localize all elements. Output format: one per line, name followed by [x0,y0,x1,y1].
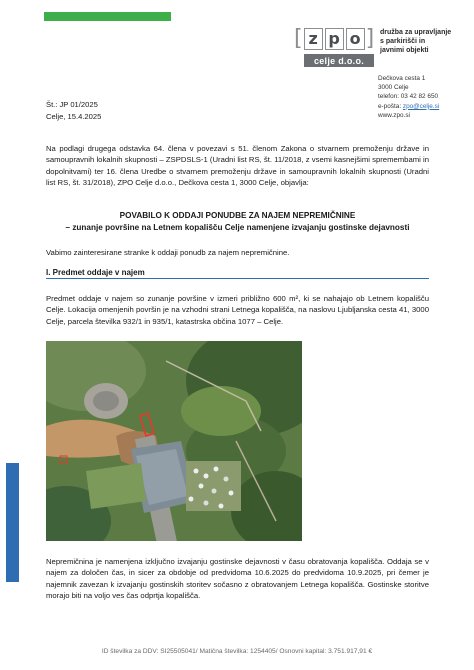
logo-bracket-left: [ [294,26,303,51]
logo-letter-p: p [325,28,344,50]
aerial-map-image [46,341,302,541]
page-footer: ID številka za DDV: SI25505041/ Matična številka: 1254405/ Osnovni kapital: 3.751.917,91 € [101,648,373,655]
logo-tagline: družba za upravljanje s parkirišči in javnimi objekti [380,29,452,54]
blue-accent-bar [6,463,19,582]
document-title: POVABILO K ODDAJI PONUDBE ZA NAJEM NEPREMIČNINE [119,211,356,220]
address-phone: telefon: 03 42 82 650 [378,93,439,101]
logo-letter-o: o [346,28,365,50]
address-city: 3000 Celje [378,84,409,92]
address-email-line [378,102,439,111]
address-web[interactable]: www.zpo.si [378,111,410,119]
company-address [378,74,439,120]
intro-paragraph: Na podlagi drugega odstavka 64. člena v povezavi s 51. členom Zakona o stvarnem premoženju države in samoupravnih lokalnih skupnosti – ZSPDSLS-1 (Uradni list RS, št. 11/2018, z vsemi kasnejšimi spremembami in dopolnitvami) ter 16. člena Uredbe o stvarnem premoženju države in samoupravnih lokalnih skupnosti (Uradni list RS, št. 31/2018), ZPO Celje d.o.o., Dečkova cesta 1, 3000 Celje, objavlja: [46,144,429,188]
logo-letter-z: z [304,28,323,50]
address-street: Dečkova cesta 1 [378,75,426,82]
company-logo [294,26,464,70]
purpose-paragraph: Nepremičnina je namenjena izključno izvajanju gostinske dejavnosti v času obratovanja kopališča. Oddaja se v najem za določen čas, in sicer za obdobje od predvidoma 10.6.2025 do predvidoma 10.9.2025, pri čemer je najemnik zavezan k izvajanju gostinskih storitev sočasno z obratovanjem Letnega kopališča. Gostinske storitve morajo biti na voljo ves čas odprtja kopališča. [46,557,429,601]
email-link[interactable]: zpo@celje.si [402,102,440,110]
section-heading-subject: I. Predmet oddaje v najem [46,268,429,279]
document-number: Št.: JP 01/2025 [46,100,98,109]
logo-subtext: celje d.o.o. [304,54,374,67]
address-email-label: e-pošta: [378,102,403,110]
logo-bracket-right: ] [365,26,375,51]
document-place-date: Celje, 15.4.2025 [46,112,102,121]
subject-paragraph: Predmet oddaje v najem so zunanje površine v izmeri približno 600 m², ki se nahajajo ob Letnem kopališču Celje. Lokacija omenjenih površin je na vzhodni strani Letnega kopališča, na naslovu Ljubljanska cesta 41, 3000 Celje, parcela številka 932/1 in 935/1, katastrska občina 1077 – Celje. [46,294,429,326]
logo-letters [294,26,376,52]
invite-paragraph: Vabimo zainteresirane stranke k oddaji ponudb za najem nepremičnine. [46,248,290,257]
document-meta [46,99,101,123]
document-subtitle: – zunanje površine na Letnem kopališču Celje namenjene izvajanju gostinske dejavnosti [65,223,410,232]
green-accent-bar [44,12,171,21]
